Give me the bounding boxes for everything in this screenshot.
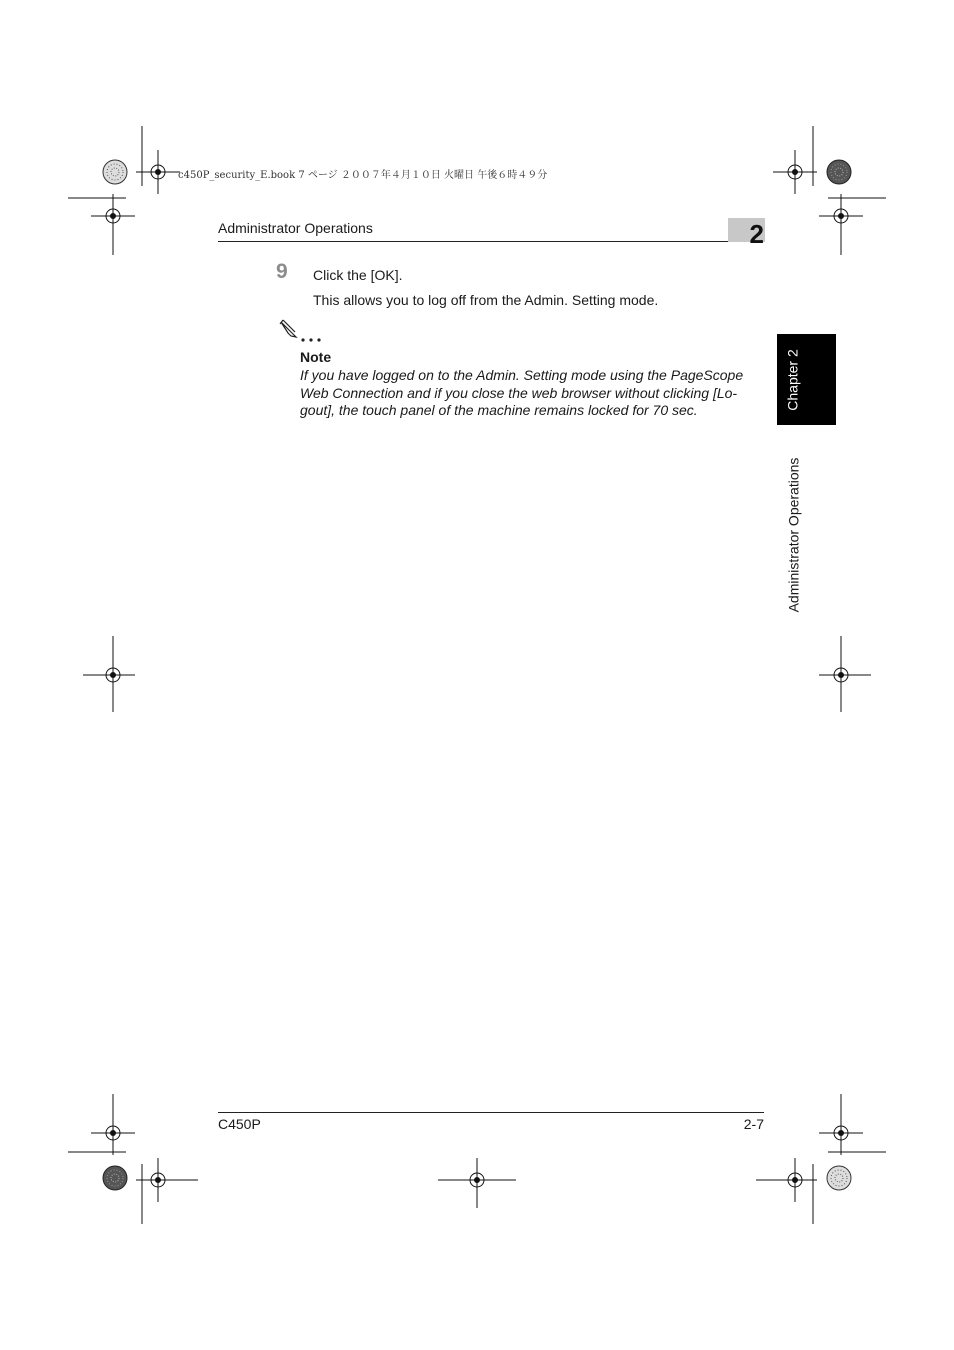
step-instruction: Click the [OK].	[313, 267, 403, 283]
side-section-label-box	[777, 440, 809, 630]
side-chapter-label-box	[777, 334, 809, 425]
header-rule	[218, 241, 764, 242]
chapter-number: 2	[749, 219, 764, 249]
note-body	[300, 367, 764, 420]
note-line: Web Connection and if you close the web browser without clicking [Lo-	[300, 384, 738, 401]
step-number: 9	[276, 260, 288, 283]
footer-model: C450P	[218, 1116, 261, 1132]
side-chapter-label: Chapter 2	[785, 348, 802, 411]
header-title: Administrator Operations	[218, 220, 373, 236]
step-result: This allows you to log off from the Admin. Setting mode.	[313, 292, 659, 308]
note-line: gout], the touch panel of the machine remains locked for 70 sec.	[300, 402, 698, 418]
print-info: c450P_security_E.book 7 ページ ２００７年４月１０日 火曜日 午後６時４９分	[178, 170, 548, 181]
side-section-label: Administrator Operations	[785, 457, 801, 613]
footer-page-number: 2-7	[743, 1116, 764, 1132]
note-title: Note	[300, 349, 332, 365]
footer-rule	[218, 1112, 764, 1113]
pencil-note-icon	[278, 318, 326, 344]
chapter-badge	[728, 218, 765, 249]
note-line: If you have logged on to the Admin. Setting mode using the PageScope	[300, 367, 744, 383]
